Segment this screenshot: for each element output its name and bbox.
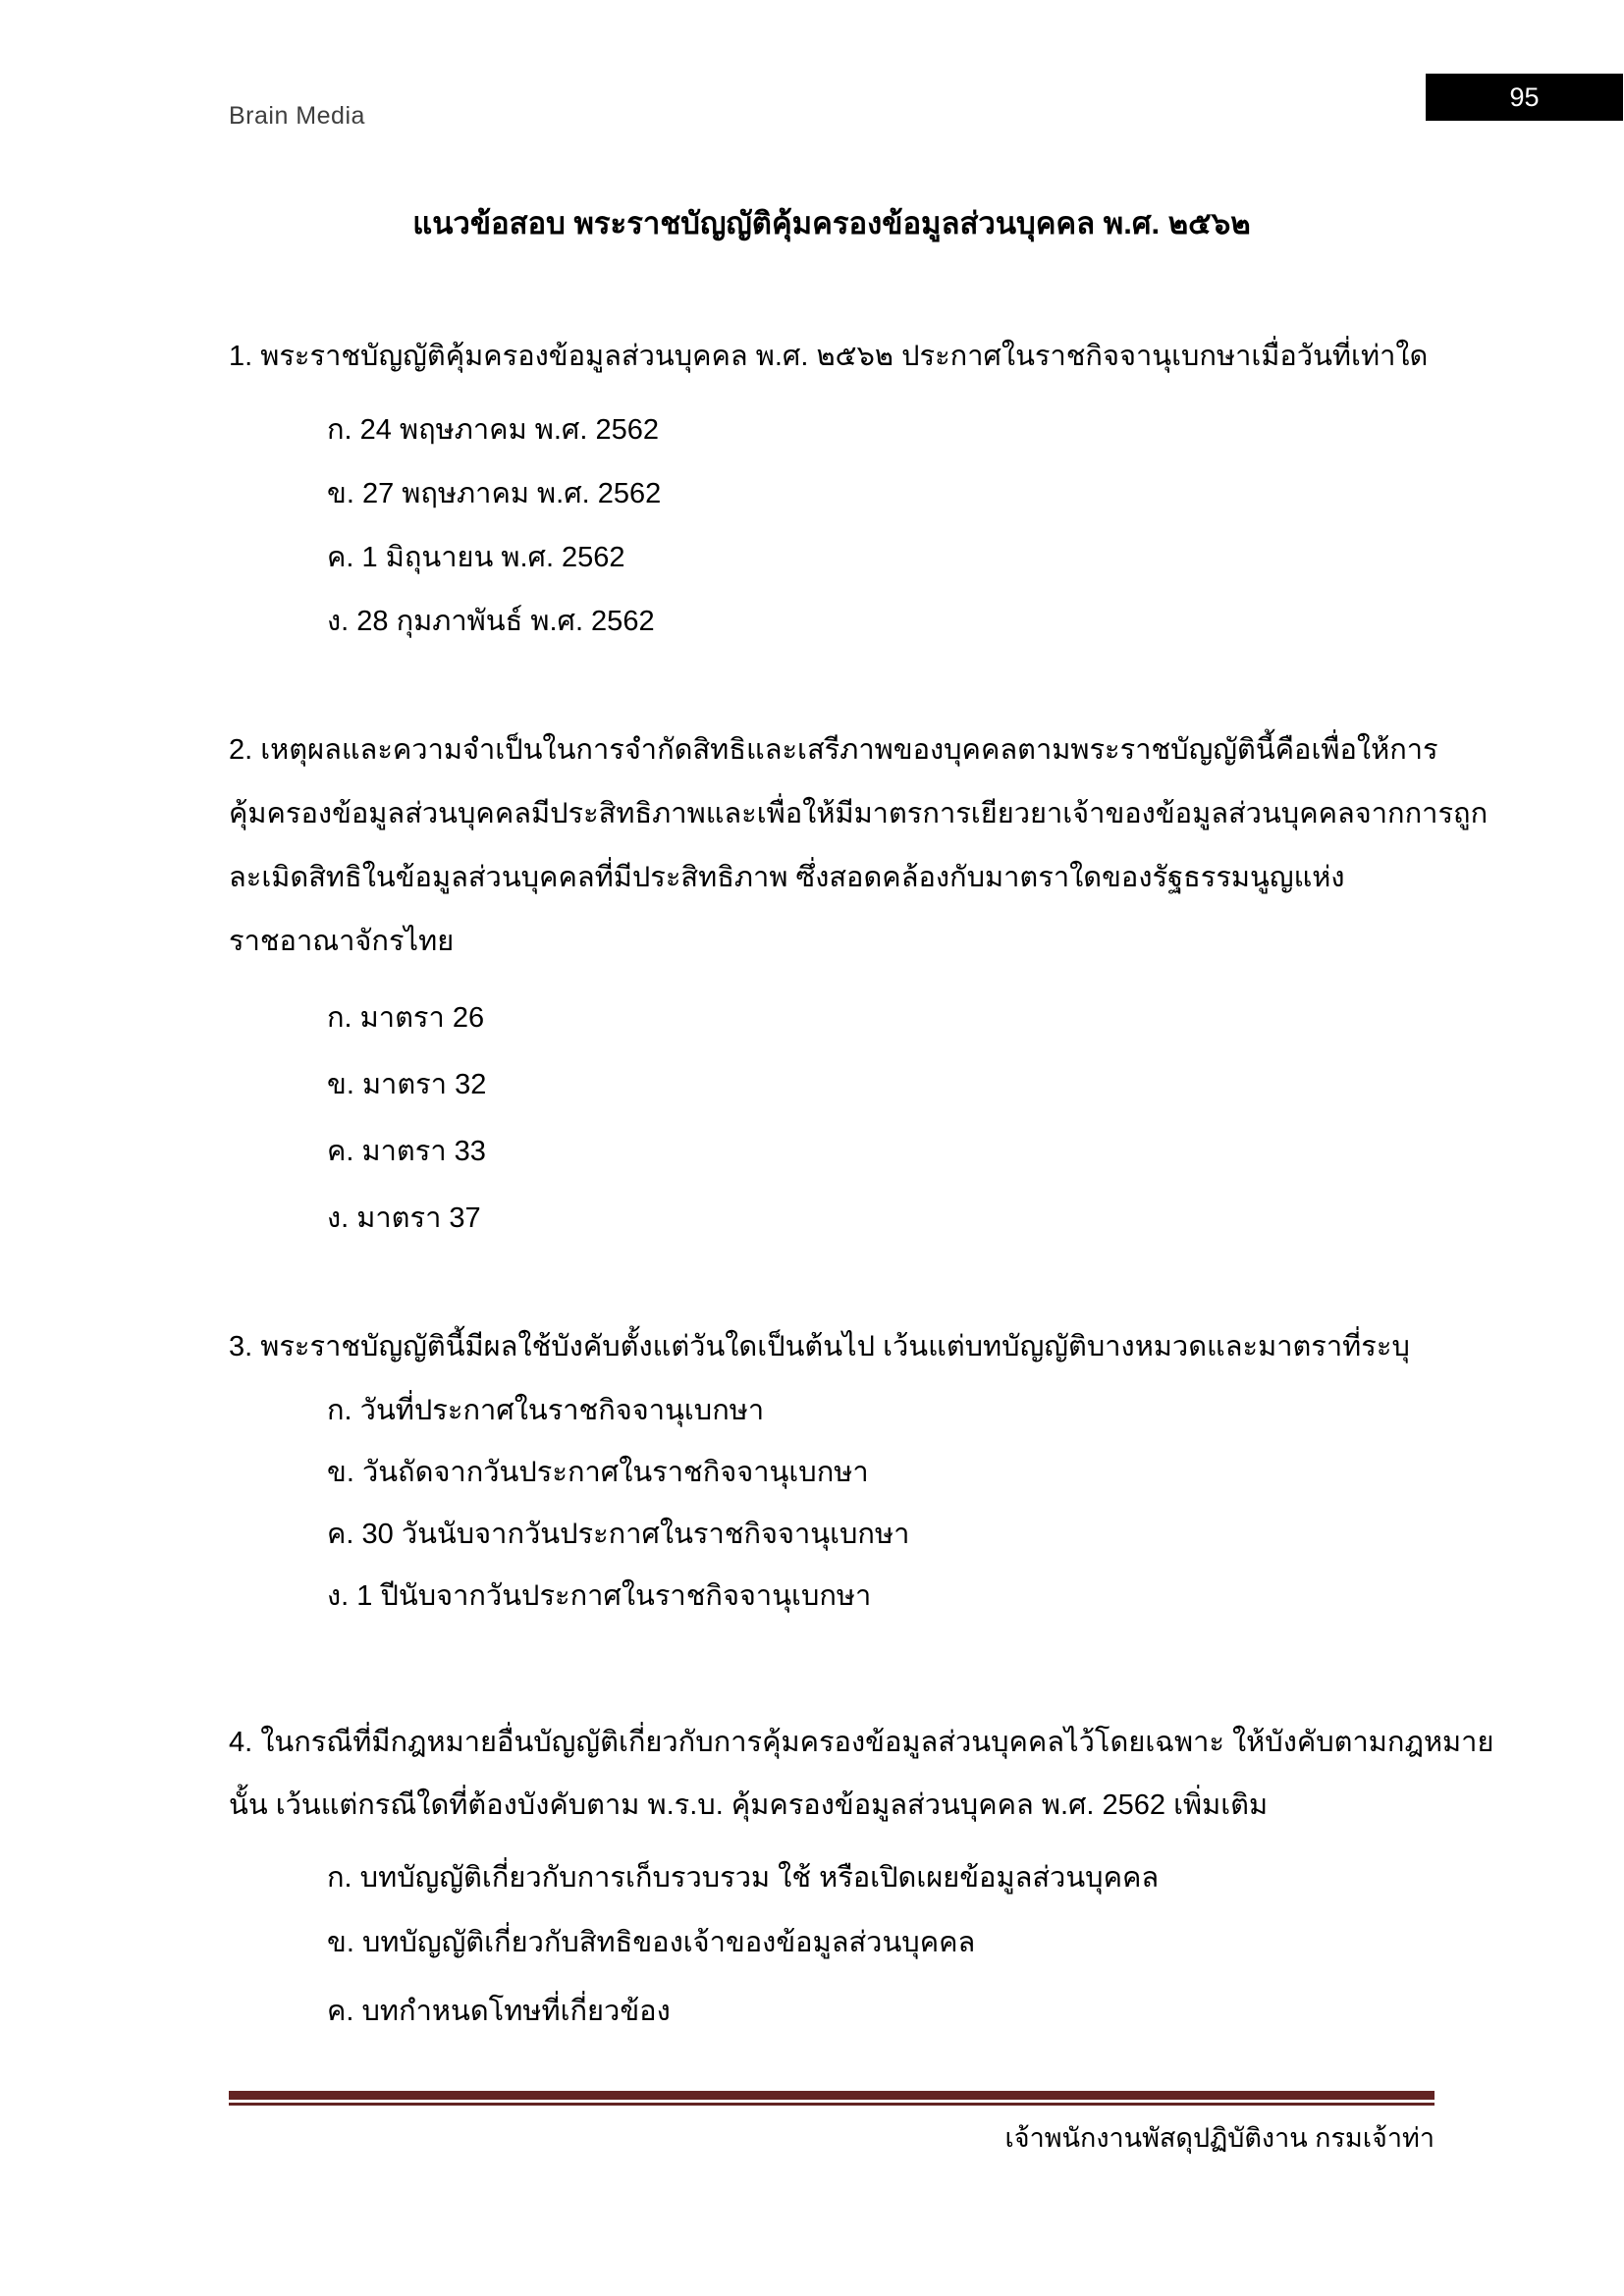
page-number-badge	[1426, 74, 1623, 121]
question-4-option: ค. บทกำหนดโทษที่เกี่ยวข้อง	[327, 1996, 671, 2027]
footer-rule-thin	[229, 2103, 1435, 2106]
question-4-line: 4. ในกรณีที่มีกฎหมายอื่นบัญญัติเกี่ยวกับการคุ้มครองข้อมูลส่วนบุคคลไว้โดยเฉพาะ ให้บังคับตามกฎหมาย	[229, 1727, 1494, 1758]
question-2-option: ก. มาตรา 26	[327, 1002, 485, 1034]
question-3-option: ก. วันที่ประกาศในราชกิจจานุเบกษา	[327, 1395, 765, 1426]
question-3-option: ข. วันถัดจากวันประกาศในราชกิจจานุเบกษา	[327, 1457, 869, 1488]
question-4-option: ก. บทบัญญัติเกี่ยวกับการเก็บรวบรวม ใช้ หรือเปิดเผยข้อมูลส่วนบุคคล	[327, 1862, 1160, 1894]
question-2-line: 2. เหตุผลและความจำเป็นในการจำกัดสิทธิและเสรีภาพของบุคคลตามพระราชบัญญัตินี้คือเพื่อให้การ	[229, 734, 1438, 766]
question-3-line: 3. พระราชบัญญัตินี้มีผลใช้บังคับตั้งแต่วันใดเป็นต้นไป เว้นแต่บทบัญญัติบางหมวดและมาตราที่ระบุ	[229, 1331, 1410, 1362]
question-2-option: ค. มาตรา 33	[327, 1136, 486, 1167]
brand-label: Brain Media	[229, 102, 365, 130]
question-1-option: ง. 28 กุมภาพันธ์ พ.ศ. 2562	[327, 606, 655, 637]
question-1-option: ก. 24 พฤษภาคม พ.ศ. 2562	[327, 414, 659, 446]
footer-credit: เจ้าพนักงานพัสดุปฏิบัติงาน กรมเจ้าท่า	[1004, 2123, 1435, 2153]
question-1-option: ค. 1 มิถุนายน พ.ศ. 2562	[327, 542, 625, 573]
question-1-line: 1. พระราชบัญญัติคุ้มครองข้อมูลส่วนบุคคล พ.ศ. ๒๕๖๒ ประกาศในราชกิจจานุเบกษาเมื่อวันที่เท่าใด	[229, 341, 1429, 372]
question-2-option: ง. มาตรา 37	[327, 1202, 481, 1234]
question-2-line: ราชอาณาจักรไทย	[229, 926, 455, 957]
question-3-option: ง. 1 ปีนับจากวันประกาศในราชกิจจานุเบกษา	[327, 1580, 872, 1612]
page-title: แนวข้อสอบ พระราชบัญญัติคุ้มครองข้อมูลส่วนบุคคล พ.ศ. ๒๕๖๒	[412, 206, 1251, 240]
question-4-option: ข. บทบัญญัติเกี่ยวกับสิทธิของเจ้าของข้อมูลส่วนบุคคล	[327, 1927, 976, 1958]
question-2-line: ละเมิดสิทธิในข้อมูลส่วนบุคคลที่มีประสิทธิภาพ ซึ่งสอดคล้องกับมาตราใดของรัฐธรรมนูญแห่ง	[229, 862, 1345, 893]
question-3-option: ค. 30 วันนับจากวันประกาศในราชกิจจานุเบกษา	[327, 1519, 910, 1550]
question-1-option: ข. 27 พฤษภาคม พ.ศ. 2562	[327, 478, 662, 509]
page-number: 95	[1509, 81, 1540, 112]
footer-rule-thick	[229, 2091, 1435, 2100]
question-4-line: นั้น เว้นแต่กรณีใดที่ต้องบังคับตาม พ.ร.บ. คุ้มครองข้อมูลส่วนบุคคล พ.ศ. 2562 เพิ่มเติม	[229, 1789, 1269, 1821]
question-2-line: คุ้มครองข้อมูลส่วนบุคคลมีประสิทธิภาพและเพื่อให้มีมาตรการเยียวยาเจ้าของข้อมูลส่วนบุคคลจากการถูก	[229, 798, 1489, 829]
question-2-option: ข. มาตรา 32	[327, 1069, 487, 1100]
